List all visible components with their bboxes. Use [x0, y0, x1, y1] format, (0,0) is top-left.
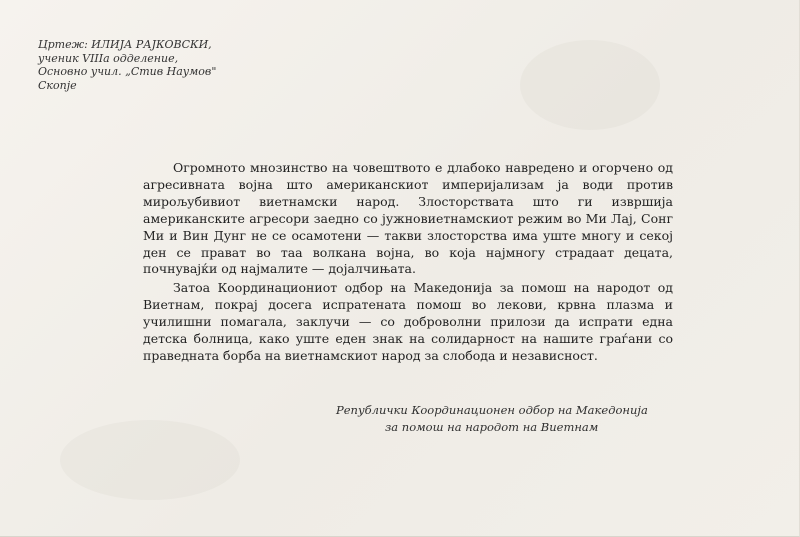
signature-organization: Републички Координационен одбор на Македонија	[336, 403, 648, 417]
paper-stain	[520, 40, 660, 130]
credit-grade: ученик VIIIа одделение,	[38, 51, 179, 65]
message-body	[143, 160, 673, 365]
paper-stain	[60, 420, 240, 500]
signature-purpose: за помош на народот на Виетнам	[385, 420, 599, 434]
drawing-credit	[38, 38, 216, 92]
paragraph-2: Затоа Координациониот одбор на Македонија за помош на народот од Виетнам, покрај досега испратената помош во лекови, крвна плазма и училишни помагала, заклучи — со доброволни прилози да испрати една детска болница, како уште еден знак на солидарност на нашите граѓани со праведната борба на виетнамскиот народ за слобода и независност.	[143, 280, 673, 363]
paragraph-1: Огромното мнозинство на човештвото е длабоко навредено и огорчено од агресивната војна што американскиот империјализам ја води против мирољубивиот виетнамски народ. Злосторствата што ги извршија американските агресори заедно со јужновиетнамскиот режим во Ми Лај, Сонг Ми и Вин Дунг не се осамотени — такви злосторства има уште многу и секој ден се прават во таа волкана војна, во која најмногу страдаат децата, почнувајќи од најмалите — доjaлчињата.	[143, 160, 673, 277]
credit-school: Основно учил. „Стив Наумов"	[38, 65, 217, 78]
credit-author: Цртеж: ИЛИЈА РАЈКОВСКИ,	[38, 38, 212, 51]
credit-city: Скопје	[38, 78, 77, 92]
